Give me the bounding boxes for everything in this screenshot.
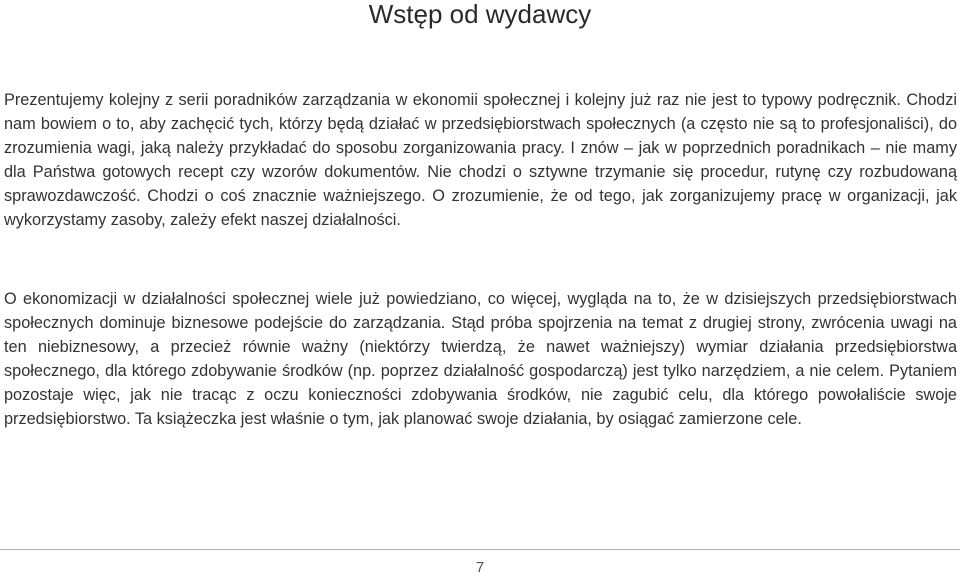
body-paragraph: O ekonomizacji w działalności społecznej wiele już powiedziano, co więcej, wygląda na to, że w dzisiejszych przedsiębiorstwach społecznych dominuje biznesowe podejście do zarządzania. Stąd próba spojrzenia na temat z drugiej strony, zwrócenia uwagi na ten niebiznesowy, a przecież równie ważny (niektórzy twierdzą, że nawet ważniejszy) wymiar działania przedsiębiorstwa społecznego, dla którego zdobywanie środków (np. poprzez działalność gospodarczą) jest tylko narzędziem, a nie celem. Pytaniem pozostaje więc, jak nie tracąc z oczu konieczności zdobywania środków, nie zagubić celu, dla którego powołaliście swoje przedsiębiorstwo. Ta książeczka jest właśnie o tym, jak planować swoje działania, by osiągać zamierzone cele.	[4, 290, 957, 428]
page-title: Wstęp od wydawcy	[368, 0, 592, 29]
intro-paragraph: Prezentujemy kolejny z serii poradników zarządzania w ekonomii społecznej i kolejny już raz nie jest to typowy podręcznik. Chodzi nam bowiem o to, aby zachęcić tych, którzy będą działać w przedsiębiorstwach społecznych (a często nie są to profesjonaliści), do zrozumienia wagi, jaką należy przykładać do sposobu zorganizowania pracy. I znów – jak w poprzednich poradnikach – nie mamy dla Państwa gotowych recept czy wzorów dokumentów. Nie chodzi o sztywne trzymanie się procedur, rutynę czy rozbudowaną sprawozdawczość. Chodzi o coś znacznie ważniejszego. O zrozumienie, że od tego, jak zorganizujemy pracę w organizacji, jak wykorzystamy zasoby, zależy efekt naszej działalności.	[4, 91, 957, 229]
footer-divider	[0, 549, 960, 550]
page-number: 7	[475, 559, 485, 576]
